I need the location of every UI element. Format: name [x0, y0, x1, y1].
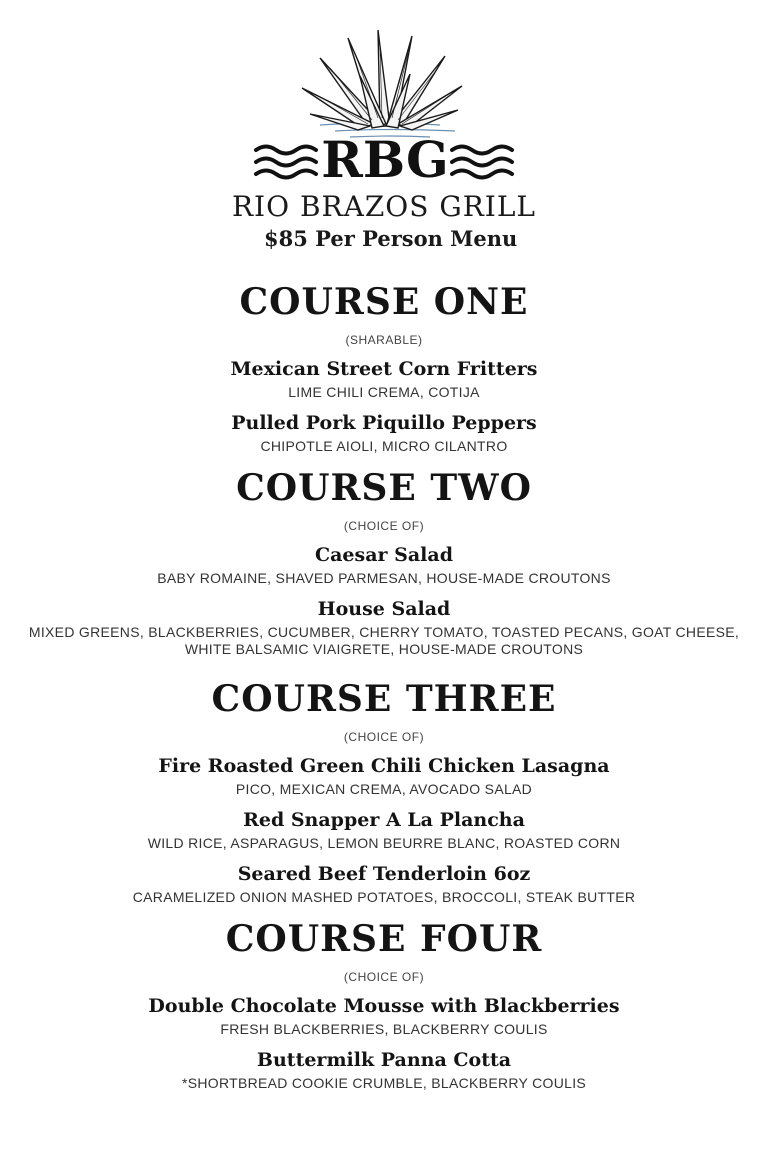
menu-item-desc: *SHORTBREAD COOKIE CRUMBLE, BLACKBERRY COULIS — [181, 1075, 587, 1091]
menu-item-name: Double Chocolate Mousse with Blackberries — [148, 995, 620, 1017]
price-line: $85 Per Person Menu — [264, 226, 518, 251]
course-four — [0, 915, 768, 1092]
brand-name: RIO BRAZOS GRILL — [231, 190, 537, 223]
course-three — [0, 675, 768, 906]
menu-item-desc: CHIPOTLE AIOLI, MICRO CILANTRO — [260, 438, 508, 454]
course-title: COURSE TWO — [236, 467, 532, 509]
course-note: (CHOICE OF) — [343, 970, 425, 984]
menu-item-desc: PICO, MEXICAN CREMA, AVOCADO SALAD — [235, 781, 533, 797]
menu-item-desc: LIME CHILI CREMA, COTIJA — [288, 384, 480, 400]
menu-item-name: Buttermilk Panna Cotta — [256, 1049, 512, 1071]
menu-item-name: House Salad — [317, 598, 451, 620]
menu-item-name: Caesar Salad — [314, 544, 453, 566]
course-title: COURSE ONE — [239, 281, 529, 323]
menu-item-desc-line2: WHITE BALSAMIC VIAIGRETE, HOUSE-MADE CROUTONS — [184, 641, 584, 657]
menu-item-desc: BABY ROMAINE, SHAVED PARMESAN, HOUSE-MADE CROUTONS — [157, 570, 611, 586]
course-two — [0, 464, 768, 658]
course-note: (CHOICE OF) — [343, 519, 425, 533]
menu-item-name: Red Snapper A La Plancha — [243, 809, 525, 831]
menu-item-desc: FRESH BLACKBERRIES, BLACKBERRY COULIS — [220, 1021, 548, 1037]
menu-item-desc: MIXED GREENS, BLACKBERRIES, CUCUMBER, CHERRY TOMATO, TOASTED PECANS, GOAT CHEESE, — [28, 624, 740, 640]
menu-item-desc: CARAMELIZED ONION MASHED POTATOES, BROCCOLI, STEAK BUTTER — [132, 889, 636, 905]
course-note: (SHARABLE) — [345, 333, 423, 347]
logo-mark: RBG — [321, 130, 449, 189]
menu-item-name: Seared Beef Tenderloin 6oz — [237, 863, 531, 885]
course-note: (CHOICE OF) — [343, 730, 425, 744]
menu-item-name: Mexican Street Corn Fritters — [230, 358, 538, 380]
course-one — [0, 278, 768, 455]
menu-item-name: Fire Roasted Green Chili Chicken Lasagna — [158, 755, 610, 777]
course-title: COURSE THREE — [211, 678, 557, 720]
menu-body — [0, 278, 768, 1099]
menu-item-desc: WILD RICE, ASPARAGUS, LEMON BEURRE BLANC, ROASTED CORN — [147, 835, 621, 851]
menu-item-name: Pulled Pork Piquillo Peppers — [231, 412, 537, 434]
course-title: COURSE FOUR — [225, 918, 543, 960]
